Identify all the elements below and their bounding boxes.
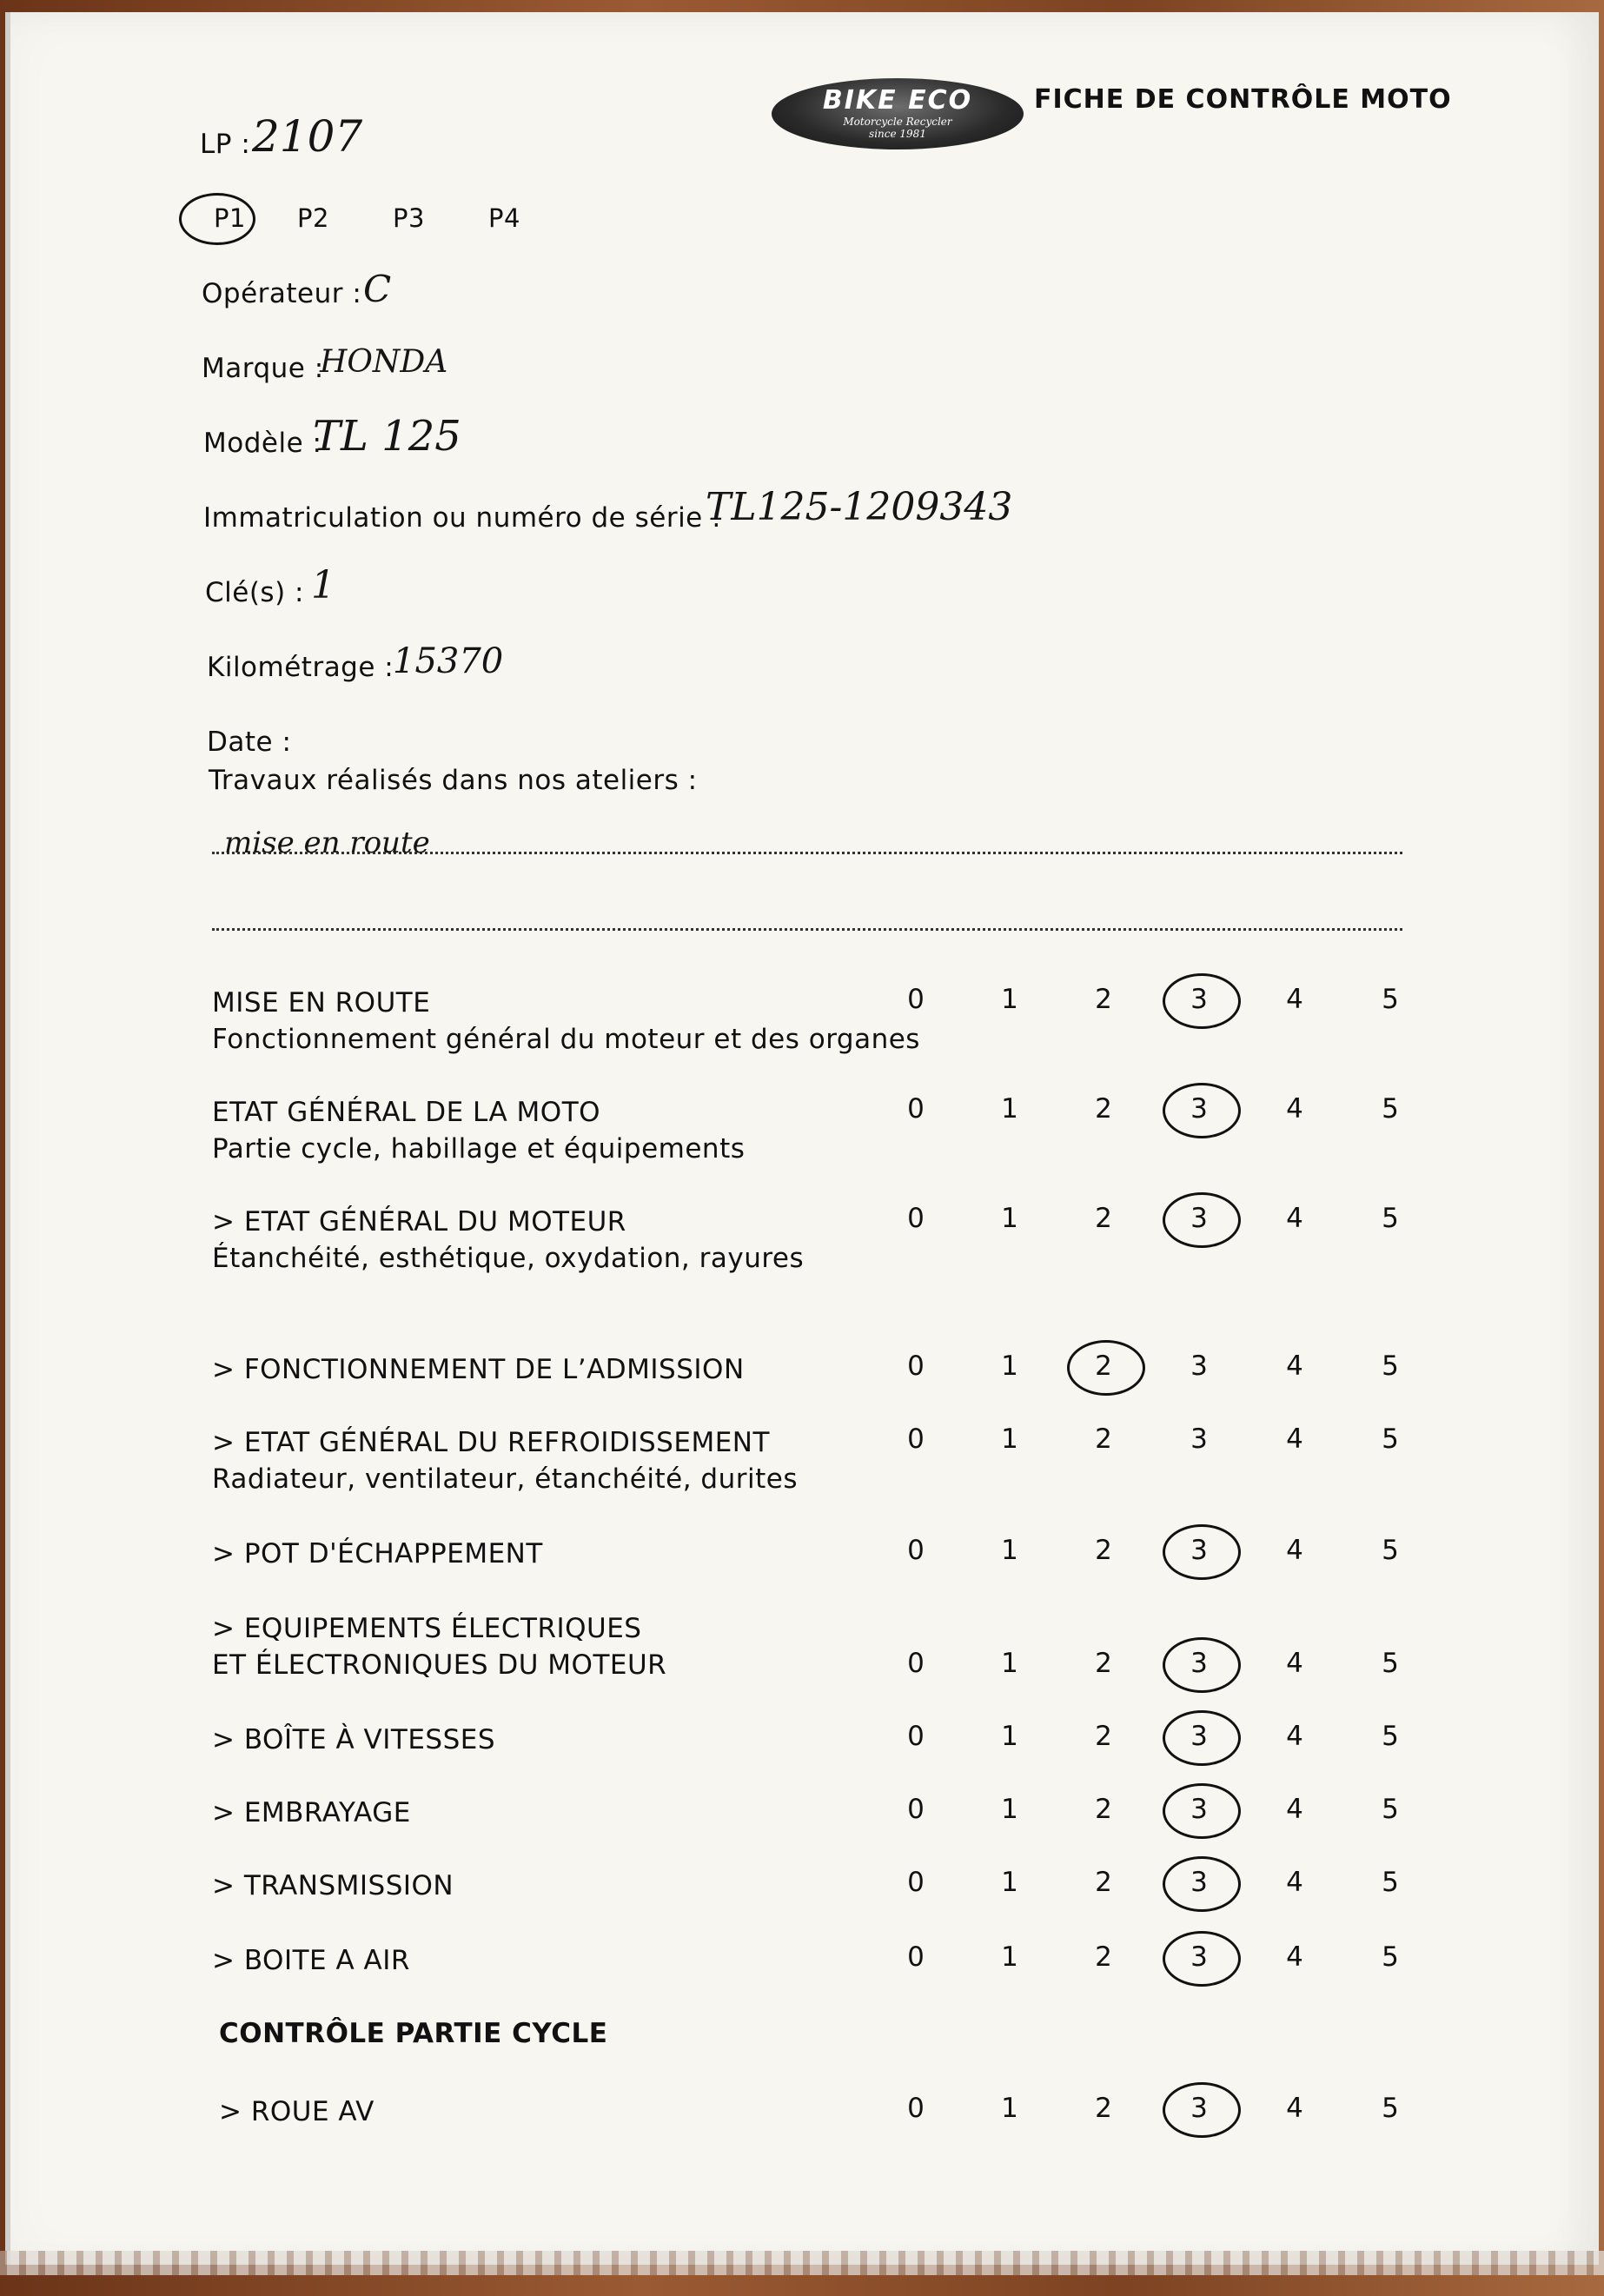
criterion-title: > EMBRAYAGE bbox=[212, 1797, 411, 1828]
position-selected-circle bbox=[179, 193, 255, 245]
brand-tagline: Motorcycle Recycler bbox=[843, 116, 952, 128]
score-selected-circle bbox=[1163, 1083, 1241, 1138]
kilometrage-label: Kilométrage : bbox=[207, 652, 394, 683]
score-selected-circle bbox=[1163, 1931, 1241, 1987]
score-option-0[interactable]: 0 bbox=[907, 1423, 925, 1455]
score-option-2[interactable]: 2 bbox=[1095, 1867, 1112, 1898]
score-option-1[interactable]: 1 bbox=[1001, 1648, 1018, 1679]
position-option-p4[interactable]: P4 bbox=[488, 203, 520, 233]
score-option-4[interactable]: 4 bbox=[1286, 1203, 1303, 1234]
score-selected-circle bbox=[1163, 2082, 1241, 2138]
score-selected-circle bbox=[1163, 1637, 1241, 1693]
score-selected-circle bbox=[1067, 1340, 1145, 1396]
score-option-2[interactable]: 2 bbox=[1095, 1350, 1112, 1382]
criterion-subtitle: Radiateur, ventilateur, étanchéité, durites bbox=[212, 1463, 798, 1495]
score-option-3[interactable]: 3 bbox=[1190, 2093, 1208, 2124]
score-option-5[interactable]: 5 bbox=[1382, 1941, 1399, 1973]
travaux-line-2 bbox=[212, 928, 1402, 931]
score-option-3[interactable]: 3 bbox=[1190, 1535, 1208, 1566]
score-option-2[interactable]: 2 bbox=[1095, 1423, 1112, 1455]
lp-value[interactable]: 2107 bbox=[252, 111, 363, 162]
cles-label: Clé(s) : bbox=[205, 577, 304, 608]
score-option-3[interactable]: 3 bbox=[1190, 984, 1208, 1015]
score-option-4[interactable]: 4 bbox=[1286, 1648, 1303, 1679]
score-option-3[interactable]: 3 bbox=[1190, 1648, 1208, 1679]
criterion-title: > ETAT GÉNÉRAL DU MOTEUR bbox=[212, 1206, 626, 1238]
brand-since: since 1981 bbox=[869, 128, 926, 140]
score-selected-circle bbox=[1163, 1710, 1241, 1766]
score-selected-circle bbox=[1163, 1524, 1241, 1580]
score-option-0[interactable]: 0 bbox=[907, 1535, 925, 1566]
criterion-subtitle: Étanchéité, esthétique, oxydation, rayures bbox=[212, 1243, 805, 1274]
score-option-1[interactable]: 1 bbox=[1001, 1203, 1018, 1234]
score-option-1[interactable]: 1 bbox=[1001, 1350, 1018, 1382]
score-option-5[interactable]: 5 bbox=[1382, 2093, 1399, 2124]
score-option-0[interactable]: 0 bbox=[907, 1941, 925, 1973]
position-option-p1[interactable]: P1 bbox=[214, 203, 246, 233]
score-option-4[interactable]: 4 bbox=[1286, 1721, 1303, 1752]
criterion-title: > BOÎTE À VITESSES bbox=[212, 1724, 496, 1755]
kilometrage-value[interactable]: 15370 bbox=[393, 641, 504, 681]
score-option-5[interactable]: 5 bbox=[1382, 1093, 1399, 1125]
score-option-4[interactable]: 4 bbox=[1286, 1941, 1303, 1973]
operateur-value[interactable]: C bbox=[363, 268, 392, 310]
score-option-5[interactable]: 5 bbox=[1382, 1721, 1399, 1752]
score-option-0[interactable]: 0 bbox=[907, 1203, 925, 1234]
travaux-label: Travaux réalisés dans nos ateliers : bbox=[209, 765, 698, 796]
score-option-2[interactable]: 2 bbox=[1095, 1093, 1112, 1125]
marque-value[interactable]: HONDA bbox=[320, 344, 448, 380]
cles-value[interactable]: 1 bbox=[311, 563, 335, 607]
score-option-5[interactable]: 5 bbox=[1382, 1648, 1399, 1679]
position-option-p2[interactable]: P2 bbox=[297, 203, 329, 233]
score-option-1[interactable]: 1 bbox=[1001, 1794, 1018, 1825]
score-option-2[interactable]: 2 bbox=[1095, 984, 1112, 1015]
score-selected-circle bbox=[1163, 973, 1241, 1029]
score-option-4[interactable]: 4 bbox=[1286, 2093, 1303, 2124]
score-option-1[interactable]: 1 bbox=[1001, 1535, 1018, 1566]
score-option-1[interactable]: 1 bbox=[1001, 1721, 1018, 1752]
score-option-2[interactable]: 2 bbox=[1095, 1648, 1112, 1679]
criterion-title: > ETAT GÉNÉRAL DU REFROIDISSEMENT bbox=[212, 1427, 770, 1458]
score-option-0[interactable]: 0 bbox=[907, 984, 925, 1015]
score-option-2[interactable]: 2 bbox=[1095, 1721, 1112, 1752]
score-option-5[interactable]: 5 bbox=[1382, 1794, 1399, 1825]
score-option-0[interactable]: 0 bbox=[907, 1093, 925, 1125]
travaux-line-1-value[interactable]: mise en route bbox=[224, 826, 430, 860]
score-option-5[interactable]: 5 bbox=[1382, 1350, 1399, 1382]
immatriculation-label: Immatriculation ou numéro de série : bbox=[203, 502, 722, 534]
criterion-title: > POT D'ÉCHAPPEMENT bbox=[212, 1538, 543, 1569]
score-option-2[interactable]: 2 bbox=[1095, 1535, 1112, 1566]
criterion-subtitle: ET ÉLECTRONIQUES DU MOTEUR bbox=[212, 1649, 667, 1681]
score-option-3[interactable]: 3 bbox=[1190, 1794, 1208, 1825]
score-selected-circle bbox=[1163, 1192, 1241, 1248]
score-option-0[interactable]: 0 bbox=[907, 1794, 925, 1825]
score-option-1[interactable]: 1 bbox=[1001, 1867, 1018, 1898]
score-option-3[interactable]: 3 bbox=[1190, 1350, 1208, 1382]
score-option-4[interactable]: 4 bbox=[1286, 1794, 1303, 1825]
score-option-1[interactable]: 1 bbox=[1001, 984, 1018, 1015]
document-title: FICHE DE CONTRÔLE MOTO bbox=[1034, 84, 1452, 115]
modele-label: Modèle : bbox=[203, 428, 322, 459]
criterion-title: MISE EN ROUTE bbox=[212, 987, 431, 1019]
score-option-2[interactable]: 2 bbox=[1095, 1203, 1112, 1234]
score-selected-circle bbox=[1163, 1783, 1241, 1839]
score-option-1[interactable]: 1 bbox=[1001, 1941, 1018, 1973]
score-option-4[interactable]: 4 bbox=[1286, 1423, 1303, 1455]
score-option-3[interactable]: 3 bbox=[1190, 1721, 1208, 1752]
score-option-4[interactable]: 4 bbox=[1286, 1350, 1303, 1382]
score-option-3[interactable]: 3 bbox=[1190, 1867, 1208, 1898]
score-option-0[interactable]: 0 bbox=[907, 1648, 925, 1679]
date-label: Date : bbox=[207, 727, 292, 758]
cycle-section-title: CONTRÔLE PARTIE CYCLE bbox=[219, 2018, 608, 2049]
criterion-subtitle: Fonctionnement général du moteur et des organes bbox=[212, 1024, 920, 1055]
score-option-3[interactable]: 3 bbox=[1190, 1093, 1208, 1125]
score-option-4[interactable]: 4 bbox=[1286, 984, 1303, 1015]
position-option-p3[interactable]: P3 bbox=[393, 203, 425, 233]
score-option-2[interactable]: 2 bbox=[1095, 1794, 1112, 1825]
score-option-5[interactable]: 5 bbox=[1382, 1535, 1399, 1566]
score-option-0[interactable]: 0 bbox=[907, 1867, 925, 1898]
criterion-subtitle: Partie cycle, habillage et équipements bbox=[212, 1133, 746, 1165]
score-option-2[interactable]: 2 bbox=[1095, 2093, 1112, 2124]
score-option-2[interactable]: 2 bbox=[1095, 1941, 1112, 1973]
immatriculation-value[interactable]: TL125-1209343 bbox=[706, 485, 1013, 529]
criterion-title: > BOITE A AIR bbox=[212, 1945, 410, 1976]
operateur-label: Opérateur : bbox=[202, 278, 362, 309]
criterion-title: > FONCTIONNEMENT DE L’ADMISSION bbox=[212, 1354, 745, 1385]
criterion-title: > EQUIPEMENTS ÉLECTRIQUES bbox=[212, 1613, 642, 1644]
brand-logo bbox=[772, 78, 1024, 149]
score-option-4[interactable]: 4 bbox=[1286, 1093, 1303, 1125]
lp-label: LP : bbox=[200, 129, 251, 160]
score-option-5[interactable]: 5 bbox=[1382, 1423, 1399, 1455]
score-option-4[interactable]: 4 bbox=[1286, 1535, 1303, 1566]
score-selected-circle bbox=[1163, 1856, 1241, 1912]
score-option-3[interactable]: 3 bbox=[1190, 1941, 1208, 1973]
score-option-5[interactable]: 5 bbox=[1382, 1203, 1399, 1234]
score-option-1[interactable]: 1 bbox=[1001, 1093, 1018, 1125]
score-option-5[interactable]: 5 bbox=[1382, 984, 1399, 1015]
score-option-1[interactable]: 1 bbox=[1001, 1423, 1018, 1455]
score-option-0[interactable]: 0 bbox=[907, 1350, 925, 1382]
score-option-3[interactable]: 3 bbox=[1190, 1423, 1208, 1455]
modele-value[interactable]: TL 125 bbox=[313, 412, 461, 461]
score-option-1[interactable]: 1 bbox=[1001, 2093, 1018, 2124]
score-option-0[interactable]: 0 bbox=[907, 1721, 925, 1752]
score-option-3[interactable]: 3 bbox=[1190, 1203, 1208, 1234]
binder-strip bbox=[0, 2251, 1604, 2275]
score-option-0[interactable]: 0 bbox=[907, 2093, 925, 2124]
score-option-4[interactable]: 4 bbox=[1286, 1867, 1303, 1898]
brand-name: BIKE ECO bbox=[822, 85, 973, 116]
marque-label: Marque : bbox=[202, 353, 324, 384]
criterion-title: > TRANSMISSION bbox=[212, 1870, 454, 1901]
criterion-title: > ROUE AV bbox=[219, 2096, 374, 2127]
criterion-title: ETAT GÉNÉRAL DE LA MOTO bbox=[212, 1097, 601, 1128]
score-option-5[interactable]: 5 bbox=[1382, 1867, 1399, 1898]
